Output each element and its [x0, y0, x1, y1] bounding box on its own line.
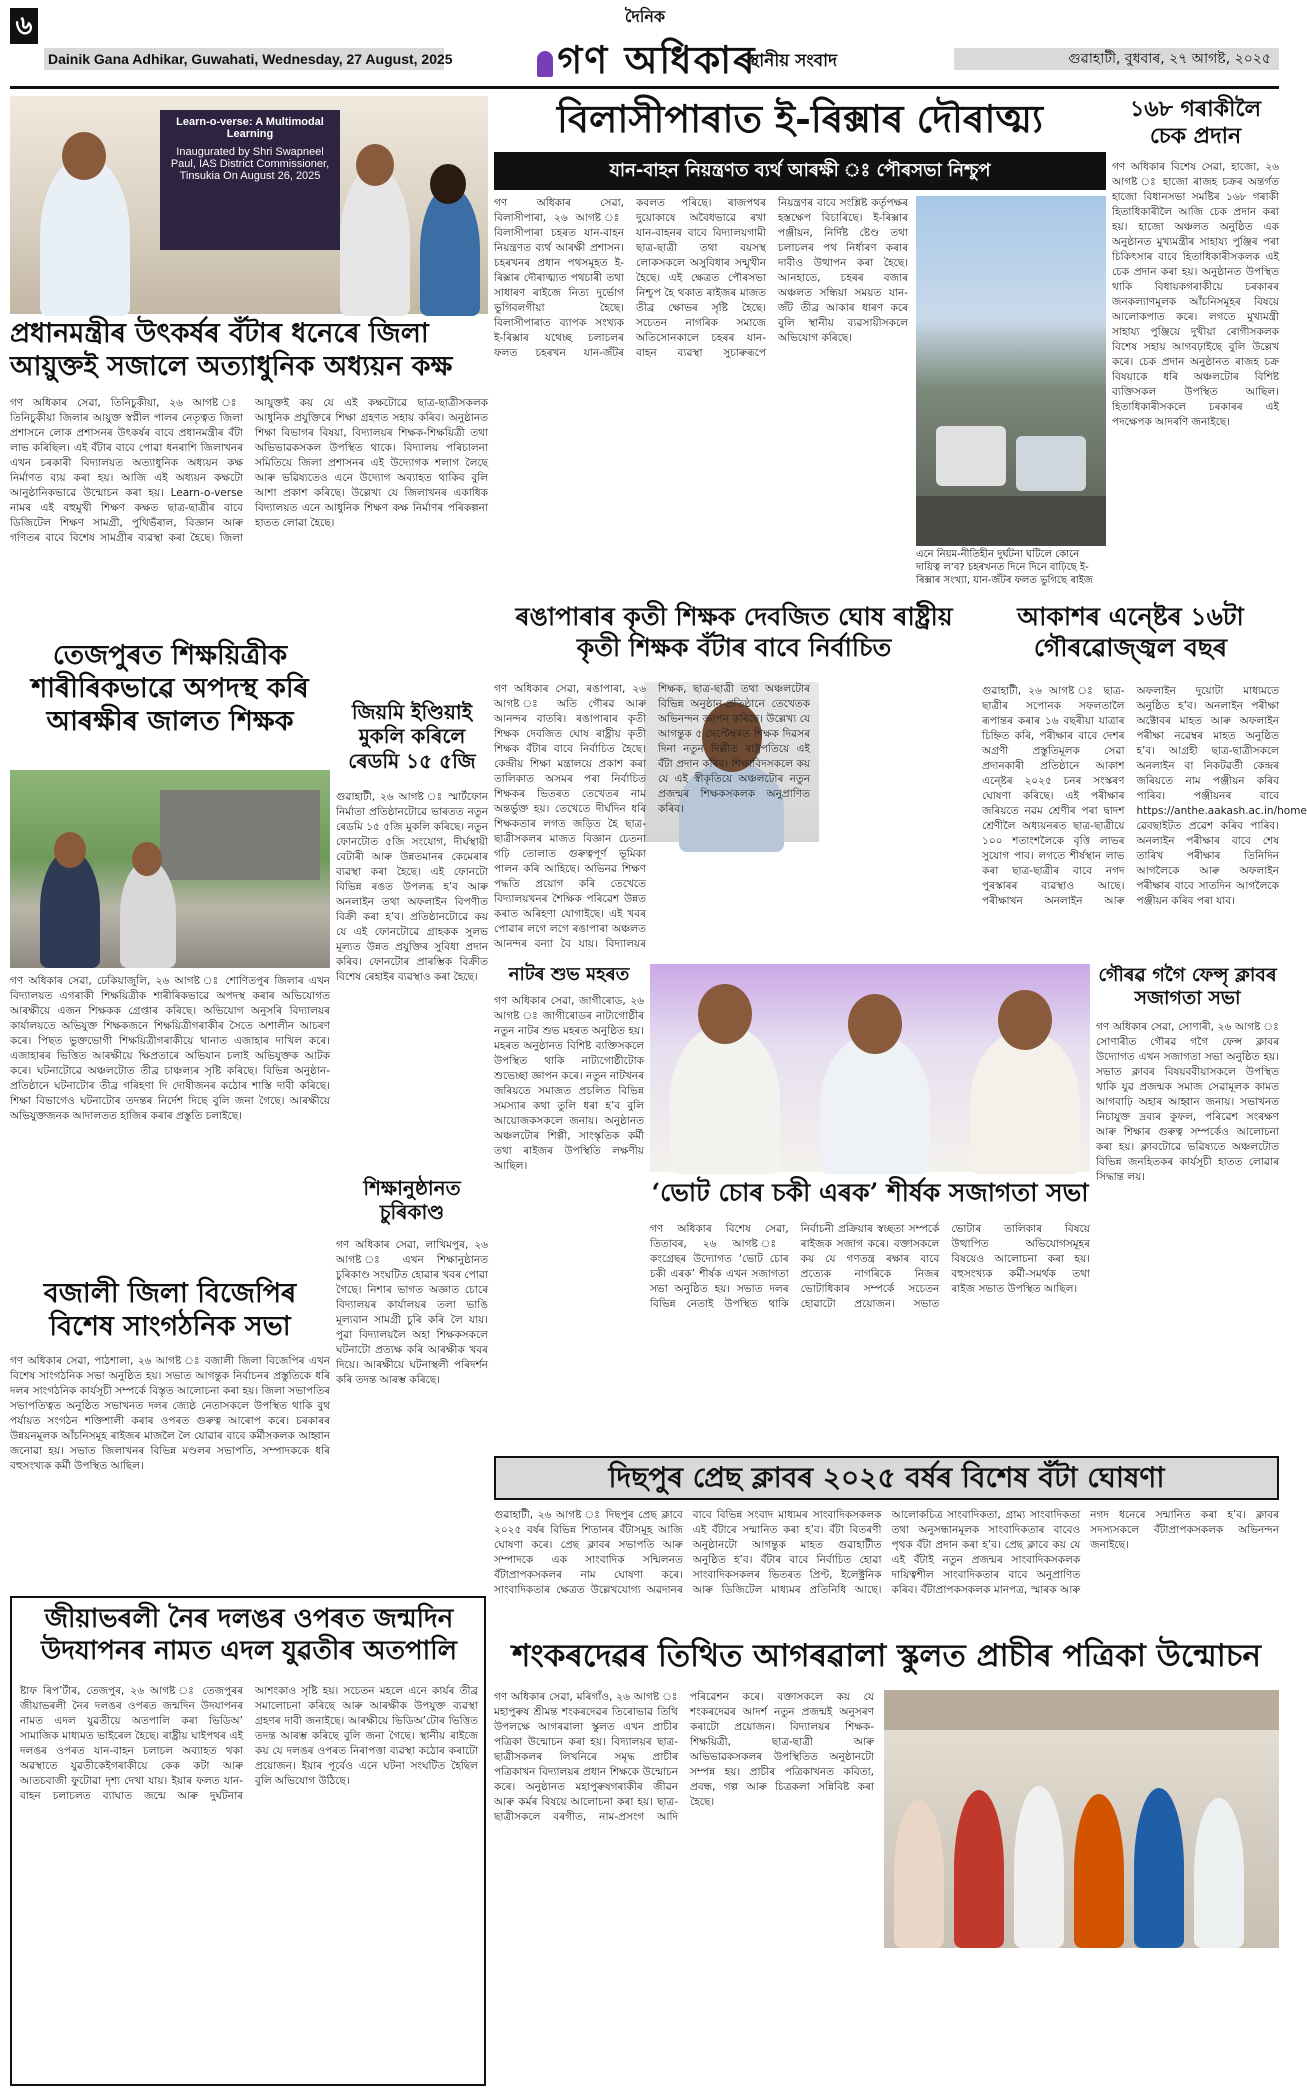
- article-jiyabharali: [10, 1596, 486, 2086]
- body-shankardev-continued: [884, 1956, 1279, 2084]
- article-akash: [982, 602, 1307, 958]
- person-head: [356, 144, 394, 186]
- person-figure: [894, 1800, 944, 1948]
- body-jiyo: গুৱাহাটী, ২৬ আগষ্ট ঃ স্মাৰ্টফোন নিৰ্মাতা প্ৰতিষ্ঠানটোৱে ভাৰতত নতুন ৰেডমি ১৫ ৫জি মুকলি কৰিছে। নতুন ফোনটোত ৫জি সংযোগ, দীৰ্ঘস্থায়ী বেটাৰী আৰু উন্নতমানৰ কেমেৰাৰ ব্যৱস্থা কৰা হৈছে। এই ফোনটো বিভিন্ন ৰঙত উপলব্ধ হ’ব আৰু অনলাইন তথা অফলাইন বিপণীত বিক্ৰী কৰা হ’ব। প্ৰতিষ্ঠানটোৱে কয় যে এই ফোনটোৱে গ্ৰাহকক সুলভ মূল্যত উন্নত প্ৰযুক্তিৰ সুবিধা প্ৰদান কৰিব। ফোনটোৰ প্ৰাৰম্ভিক বিক্ৰীত বিশেষ ৰেহাইৰ ব্যৱস্থাও কৰা হৈছে।: [336, 791, 488, 983]
- headline-jiyo: জিয়মি ইণ্ডিয়াই মুকলি কৰিলে ৰেডমি ১৫ ৫জি: [348, 700, 476, 773]
- subhead-bilasipara: যান-বাহন নিয়ন্ত্ৰণত ব্যৰ্থ আৰক্ষী ঃ পৌৰসভা নিশ্চুপ: [494, 152, 1106, 190]
- body-natak: গণ অধিকাৰ সেৱা, জাগীৰোড, ২৬ আগষ্ট ঃ জাগীৰোডৰ নাট্যগোষ্ঠীৰ নতুন নাটৰ শুভ মহৰত অনুষ্ঠিত হয়। মহৰত অনুষ্ঠানত বিশিষ্ট ব্যক্তিসকলে উপস্থিত থাকি নাট্যগোষ্ঠীটোক শুভেচ্ছা জ্ঞাপন কৰে। নতুন নাটখনৰ জৰিয়তে সমাজত প্ৰচলিত বিভিন্ন সমস্যাৰ কথা তুলি ধৰা হ’ব বুলি আয়োজকসকলে জনায়। অনুষ্ঠানত অঞ্চলটোৰ শিল্পী, সাংস্কৃতিক কৰ্মী তথা ৰাইজৰ উপস্থিতি লক্ষণীয় আছিল।: [494, 995, 644, 1172]
- masthead-daily-label: দৈনিক: [624, 7, 666, 26]
- headline-jiyabharali: জীয়াভৰলী নৈৰ দলঙৰ ওপৰত জন্মদিন উদযাপনৰ নামত এদল যুৱতীৰ অতপালি: [40, 1604, 458, 1666]
- body-vote-chor: গণ অধিকাৰ বিশেষ সেৱা, তিতাবৰ, ২৬ আগষ্ট ঃ কংগ্ৰেছৰ উদ্যোগত ‘ভোট চোৰ চকী এৰক’ শীৰ্ষক এখন সজাগতা সভা অনুষ্ঠিত হয়। সভাত দলৰ বিভিন্ন নেতাই উপস্থিত থাকি নিৰ্বাচনী প্ৰক্ৰিয়াৰ স্বচ্ছতা সম্পৰ্কে ৰাইজক সজাগ কৰে। বক্তাসকলে কয় যে গণতন্ত্ৰ ৰক্ষাৰ বাবে প্ৰত্যেক নাগৰিকে নিজৰ ভোটাধিকাৰ সম্পৰ্কে সচেতন হোৱাটো প্ৰয়োজন। সভাত ভোটাৰ তালিকাৰ বিষয়ে উত্থাপিত অভিযোগসমূহৰ বিষয়েও আলোচনা কৰা হয়। বহুসংখ্যক কৰ্মী-সমৰ্থক তথা ৰাইজ সভাত উপস্থিত আছিল।: [650, 1223, 1090, 1310]
- headline-bilasipara: বিলাসীপাৰাত ই-ৰিক্সাৰ দৌৰাত্ম্য: [557, 96, 1043, 141]
- masthead-title-text: গণ অধিকাৰ: [557, 37, 757, 82]
- article-bilasipara: [494, 96, 1106, 594]
- plaque-text: Inaugurated by Shri Swapneel Paul, IAS District Commissioner, Tinsukia On August 26, 2025: [170, 146, 330, 182]
- article-natak: [494, 964, 644, 1400]
- headline-shankardev: শংকৰদেৱৰ তিথিত আগৰৱালা স্কুলত প্ৰাচীৰ পত্ৰিকা উন্মোচন: [512, 1638, 1261, 1674]
- person-figure: [1134, 1788, 1184, 1948]
- inauguration-plaque: [160, 110, 340, 250]
- body-akash: গুৱাহাটী, ২৬ আগষ্ট ঃ ছাত্ৰ-ছাত্ৰীৰ সপোনক সফলতালৈ ৰূপান্তৰ কৰাৰ ১৬ বছৰীয়া যাত্ৰাৰ চিহ্নিত কৰি, পৰীক্ষাৰ বাবে দেশৰ অগ্ৰণী প্ৰস্তুতিমূলক সেৱা প্ৰদানকাৰী প্ৰতিষ্ঠানে আকাশ এন্ষ্টেৰ ২০২৫ চনৰ সংস্কৰণ ঘোষণা কৰিছে। এই পৰীক্ষাৰ জৰিয়তে নৱম শ্ৰেণীৰ পৰা দ্বাদশ শ্ৰেণীলৈ অধ্যয়নৰত ছাত্ৰ-ছাত্ৰীয়ে ১০০ শতাংশলৈকে বৃত্তি লাভৰ সুযোগ পাব। লগতে শীৰ্ষস্থান লাভ কৰা ছাত্ৰ-ছাত্ৰীৰ বাবে নগদ পুৰস্কাৰৰ ব্যৱস্থাও আছে। পৰীক্ষাখন অনলাইন আৰু অফলাইন দুয়োটা মাধ্যমতে অনুষ্ঠিত হ’ব। অনলাইন পৰীক্ষা অক্টোবৰ মাহত আৰু অফলাইন পৰীক্ষা নৱেম্বৰ মাহত অনুষ্ঠিত হ’ব। আগ্ৰহী ছাত্ৰ-ছাত্ৰীসকলে অনলাইন বা নিকটৱৰ্তী কেন্দ্ৰৰ জৰিয়তে নাম পঞ্জীয়ন কৰিব পাৰিব। পঞ্জীয়নৰ বাবে https://anthe.aakash.ac.in/home ৱেবছাইটত প্ৰৱেশ কৰিব পাৰিব। অনলাইন পৰীক্ষাৰ বাবে শেষ তাৰিখ পৰীক্ষাৰ তিনিদিন আগলৈকে আৰু অফলাইন পৰীক্ষাৰ বাবে সাতদিন আগলৈকে পঞ্জীয়ন কৰিব পৰা যাব।: [982, 685, 1307, 907]
- article-vote-chor: [650, 1178, 1090, 1450]
- article-shankardev: [494, 1638, 1279, 2086]
- article-bjp: [10, 1278, 330, 1588]
- person-head: [54, 832, 86, 868]
- article-goura: [1096, 964, 1279, 1450]
- person-figure: [970, 1030, 1080, 1174]
- person-figure: [1074, 1794, 1124, 1948]
- headline-band-dispur: [494, 1456, 1279, 1500]
- person-head: [848, 994, 902, 1054]
- person-figure: [340, 166, 410, 316]
- person-head: [62, 132, 106, 180]
- photo-tezpur-school: [10, 770, 330, 968]
- photo-inauguration: [10, 96, 488, 314]
- body-cheque: গণ অধিকাৰ বিশেষ সেৱা, হাজো, ২৬ আগষ্ট ঃ হাজো ৰাজহ চক্ৰৰ অন্তৰ্গত হাজো বিধানসভা সমষ্টিৰ ১৬৮ গৰাকী হিতাধিকাৰীলৈ আজি চেক প্ৰদান কৰা হয়। হাজো অঞ্চলত অনুষ্ঠিত এক অনুষ্ঠানত মুখ্যমন্ত্ৰীৰ সাহায্য পুঞ্জিৰ পৰা চিকিৎসাৰ বাবে হিতাধিকাৰীসকলক এই চেক প্ৰদান কৰা হয়। অনুষ্ঠানত উপস্থিত থাকি বিধায়কগৰাকীয়ে চৰকাৰৰ জনকল্যাণমূলক আঁচনিসমূহৰ বিষয়ে আলোকপাত কৰে। লগতে মুখ্যমন্ত্ৰী সাহায্য পুঞ্জিয়ে দুখীয়া ৰোগীসকলক বিশেষ সহায় আগবঢ়াইছে বুলি উল্লেখ কৰে। চেক প্ৰদান অনুষ্ঠানত ৰাজহ চক্ৰ বিষয়াকে ধৰি অঞ্চলটোৰ বিশিষ্ট ব্যক্তিসকল উপস্থিত আছিল। হিতাধিকাৰীসকলে চৰকাৰৰ এই পদক্ষেপক আদৰণি জনাইছে।: [1112, 161, 1279, 428]
- person-head: [132, 842, 162, 876]
- wall-shape: [884, 1690, 1279, 1730]
- headline-tezpur: তেজপুৰত শিক্ষয়িত্ৰীক শাৰীৰিকভাৱে অপদস্থ কৰি আৰক্ষীৰ জালত শিক্ষক: [31, 640, 309, 737]
- body-goura: গণ অধিকাৰ সেৱা, সোণাৰী, ২৬ আগষ্ট ঃ সোণাৰীত গৌৰৱ গগৈ ফেন্স ক্লাবৰ উদ্যোগত এখন সজাগতা সভা অনুষ্ঠিত হয়। সভাত ক্লাবৰ বিষয়ববীয়াসকলে উপস্থিত থাকি যুৱ প্ৰজন্মক সমাজ সেৱামূলক কামত আগবাঢ়ি অহাৰ আহ্বান জনায়। সভাখনত নিচাযুক্ত দ্ৰব্যৰ কুফল, পৰিৱেশ সংৰক্ষণ আৰু শিক্ষাৰ গুৰুত্ব সম্পৰ্কেও আলোচনা কৰা হয়। ক্লাবটোৱে ভৱিষ্যতে অঞ্চলটোত বিভিন্ন জনহিতকৰ কাৰ্যসূচী হাতত লোৱাৰ সিদ্ধান্ত লয়।: [1096, 1021, 1279, 1183]
- headline-bjp: বজালী জিলা বিজেপিৰ বিশেষ সাংগঠনিক সভা: [43, 1278, 297, 1342]
- body-tezpur: গণ অধিকাৰ সেৱা, ঢেকিয়াজুলি, ২৬ আগষ্ট ঃ শোণিতপুৰ জিলাৰ এখন বিদ্যালয়ত এগৰাকী শিক্ষয়িত্ৰীক শাৰীৰিকভাৱে অপদস্থ কৰাৰ অভিযোগত আৰক্ষীয়ে এজন শিক্ষকক গ্ৰেপ্তাৰ কৰিছে। অভিযোগ অনুসৰি বিদ্যালয়ৰ কাৰ্যালয়তে অভিযুক্ত শিক্ষকজনে শিক্ষয়িত্ৰীগৰাকীৰ সৈতে অশালীন আচৰণ কৰে। পিছত ভুক্তভোগী শিক্ষয়িত্ৰীগৰাকীয়ে থানাত এজাহাৰ দাখিল কৰে। এজাহাৰৰ ভিত্তিত আৰক্ষীয়ে ক্ষিপ্ৰতাৰে অভিযান চলাই অভিযুক্তক আটক কৰে। ঘটনাটোৱে অঞ্চলটোত তীব্ৰ চাঞ্চল্যৰ সৃষ্টি কৰিছে। বিভিন্ন অনুষ্ঠান-প্ৰতিষ্ঠানে ঘটনাটোৰ তীব্ৰ গৰিহণা দি দোষীজনৰ কঠোৰ শাস্তি দাবী কৰিছে। শিক্ষা বিভাগেও ঘটনাটোৰ তদন্তৰ নিৰ্দেশ দিছে বুলি জনা গৈছে। আৰক্ষীয়ে অভিযুক্তজনক আদালতত হাজিৰ কৰাৰ প্ৰস্তুতি চলাইছে।: [10, 975, 330, 1122]
- photo-stage-event: [650, 964, 1090, 1172]
- headline-cheque: ১৬৮ গৰাকীলৈ চেক প্ৰদান: [1129, 96, 1262, 149]
- person-figure: [670, 1024, 780, 1174]
- person-head: [430, 164, 466, 204]
- page-number: ৬: [10, 8, 38, 44]
- person-figure: [1014, 1786, 1064, 1948]
- person-figure: [954, 1790, 1004, 1948]
- body-shankardev: গণ অধিকাৰ সেৱা, মৰিগাঁও, ২৬ আগষ্ট ঃ মহাপুৰুষ শ্ৰীমন্ত শংকৰদেৱৰ তিৰোভাৱ তিথি উপলক্ষে আগৰৱালা স্কুলত এখন প্ৰাচীৰ পত্ৰিকা উন্মোচন কৰা হয়। বিদ্যালয়ৰ ছাত্ৰ-ছাত্ৰীসকলৰ লিখনিৰে সমৃদ্ধ প্ৰাচীৰ পত্ৰিকাখন বিদ্যালয়ৰ প্ৰধান শিক্ষকে উন্মোচন কৰে। অনুষ্ঠানত মহাপুৰুষগৰাকীৰ জীৱন আৰু কৰ্মৰ বিষয়ে আলোচনা কৰা হয়। ছাত্ৰ-ছাত্ৰীসকলে বৰগীত, নাম-প্ৰসংগ আদি পৰিৱেশন কৰে। বক্তাসকলে কয় যে শংকৰদেৱৰ আদৰ্শ নতুন প্ৰজন্মই অনুসৰণ কৰাটো প্ৰয়োজন। বিদ্যালয়ৰ শিক্ষক-শিক্ষয়িত্ৰী, ছাত্ৰ-ছাত্ৰী আৰু অভিভাৱকসকলৰ উপস্থিতিত অনুষ্ঠানটো সম্পন্ন হয়। প্ৰাচীৰ পত্ৰিকাখনত কবিতা, প্ৰবন্ধ, গল্প আৰু চিত্ৰকলা সন্নিবিষ্ট কৰা হৈছে।: [494, 1691, 874, 1823]
- body-jiyabharali: ষ্টাফ ৰিপ’ৰ্টাৰ, তেজপুৰ, ২৬ আগষ্ট ঃ তেজপুৰৰ জীয়াভৰলী নৈৰ দলঙৰ ওপৰত জন্মদিন উদযাপনৰ নামত এদল যুৱতীয়ে অতপালি কৰা ভিডিঅ’ সামাজিক মাধ্যমত ভাইৰেল হৈছে। ৰাষ্ট্ৰীয় ঘাইপথৰ এই দলঙৰ ওপৰত যান-বাহন চলাচল অব্যাহত থকা অৱস্থাতে যুৱতীকেইগৰাকীয়ে কেক কটা আৰু আতচবাজী ফুটোৱা দৃশ্য দেখা যায়। ইয়াৰ ফলত যান-বাহন চলাচলত ব্যাঘাত জন্মে আৰু দুৰ্ঘটনাৰ আশংকাও সৃষ্টি হয়। সচেতন মহলে এনে কাৰ্যৰ তীব্ৰ সমালোচনা কৰিছে আৰু আৰক্ষীক উপযুক্ত ব্যৱস্থা গ্ৰহণৰ দাবী জনাইছে। আৰক্ষীয়ে ভিডিঅ’টোৰ ভিত্তিত তদন্ত আৰম্ভ কৰিছে বুলি জনা গৈছে। স্থানীয় ৰাইজে কয় যে দলঙৰ ওপৰত নিৰাপত্তা ব্যৱস্থা কঠোৰ কৰাটো প্ৰয়োজন। ইয়াৰ পূৰ্বেও এনে ঘটনা সংঘটিত হৈছিল বুলি অভিযোগ উঠিছে।: [20, 1685, 478, 1802]
- article-jiyo: [336, 700, 488, 1170]
- article-cheque: [1112, 96, 1279, 594]
- section-name: স্থানীয় সংবাদ: [748, 51, 837, 71]
- article-rangapara: [494, 602, 974, 958]
- caption-bilasipara: এনে নিয়ম-নীতিহীন দুৰ্ঘটনা ঘটিলে কোনে দায়িত্ব ল’ব? চহৰখনত দিনে দিনে বাঢ়িছে ই-ৰিক্সাৰ সংখ্যা, যান-জঁটৰ ফলত ভুগিছে ৰাইজ: [916, 548, 1106, 592]
- masthead-rule: [10, 86, 1279, 89]
- headline-natak: নাটৰ শুভ মহৰত: [508, 964, 630, 985]
- person-figure: [420, 186, 480, 316]
- masthead-date-strip: গুৱাহাটী, বুধবাৰ, ২৭ আগষ্ট, ২০২৫: [954, 48, 1279, 70]
- headline-akash: আকাশৰ এন্ষ্টেৰ ১৬টা গৌৰৱোজ্জ্বল বছৰ: [1017, 602, 1244, 662]
- road-shape: [916, 496, 1106, 546]
- building-shape: [160, 790, 320, 880]
- article-school-theft: [336, 1176, 488, 1450]
- person-figure: [120, 860, 176, 968]
- body-bjp: গণ অধিকাৰ সেৱা, পাঠশালা, ২৬ আগষ্ট ঃ বজালী জিলা বিজেপিৰ এখন বিশেষ সাংগঠনিক সভা অনুষ্ঠিত হয়। সভাত আগন্তুক নিৰ্বাচনৰ প্ৰস্তুতিকে ধৰি দলৰ সাংগঠনিক কাৰ্যসূচী সম্পৰ্কে বিস্তৃত আলোচনা কৰা হয়। জিলা সভাপতিৰ সভাপতিত্বত অনুষ্ঠিত সভাখনত দলৰ জ্যেষ্ঠ নেতাসকলে উপস্থিত থাকি বুথ পৰ্যায়ত সংগঠন শক্তিশালী কৰাৰ ওপৰত গুৰুত্ব আৰোপ কৰে। চৰকাৰৰ উন্নয়নমূলক আঁচনিসমূহ ৰাইজৰ মাজলৈ লৈ যোৱাৰ বাবে কৰ্মীসকলক আহ্বান জনোৱা হয়। সভাত জিলাখনৰ বিভিন্ন মণ্ডলৰ সভাপতি, সম্পাদককে ধৰি বহুসংখ্যক কৰ্মী উপস্থিত আছিল।: [10, 1355, 330, 1472]
- plaque-heading: Learn-o-verse: A Multimodal Learning: [176, 116, 324, 140]
- headline-pm-award: প্ৰধানমন্ত্ৰীৰ উৎকৰ্ষৰ বঁটাৰ ধনেৰে জিলা আয়ুক্তই সজালে অত্যাধুনিক অধ্যয়ন কক্ষ: [10, 318, 453, 382]
- person-figure: [820, 1034, 930, 1174]
- headline-school-theft: শিক্ষানুষ্ঠানত চুৰিকাণ্ড: [363, 1176, 461, 1225]
- e-rickshaw-shape: [1016, 436, 1086, 491]
- headline-rangapara: ৰঙাপাৰাৰ কৃতী শিক্ষক দেবজিত ঘোষ ৰাষ্ট্ৰীয় কৃতী শিক্ষক বঁটাৰ বাবে নিৰ্বাচিত: [515, 602, 953, 662]
- photo-e-rickshaw-street: [916, 196, 1106, 546]
- person-head: [698, 984, 752, 1044]
- headline-vote-chor: ‘ভোট চোৰ চকী এৰক’ শীৰ্ষক সজাগতা সভা: [651, 1178, 1089, 1207]
- logo-icon: [537, 51, 553, 77]
- article-dispur: [494, 1456, 1279, 1632]
- headline-dispur: দিছপুৰ প্ৰেছ ক্লাবৰ ২০২৫ বৰ্ষৰ বিশেষ বঁটা ঘোষণা: [608, 1461, 1165, 1494]
- masthead-english-strip: Dainik Gana Adhikar, Guwahati, Wednesday, 27 August, 2025: [44, 48, 444, 70]
- headline-goura: গৌৰৱ গগৈ ফেন্সৃ ক্লাবৰ সজাগতা সভা: [1098, 964, 1277, 1010]
- person-figure: [1194, 1798, 1244, 1948]
- e-rickshaw-shape: [936, 426, 1006, 486]
- person-head: [998, 990, 1052, 1050]
- photo-wall-magazine: [884, 1690, 1279, 1948]
- body-bilasipara: গণ অধিকাৰ সেৱা, বিলাসীপাৰা, ২৬ আগষ্ট ঃ বিলাসীপাৰা চহৰত যান-বাহন নিয়ন্ত্ৰণত ব্যৰ্থ আৰক্ষী প্ৰশাসন। চহৰখনৰ প্ৰধান পথসমূহত ই-ৰিক্সাৰ দৌৰাত্ম্যত পথচাৰী তথা সাধাৰণ ৰাইজে নিত্য দুৰ্ভোগ ভুগিবলগীয়া হৈছে। বিলাসীপাৰাত ব্যাপক সংখ্যক ই-ৰিক্সাৰ যথেচ্ছ চলাচলৰ ফলত চহৰখন যান-জঁটৰ কবলত পৰিছে। ৰাজপথৰ দুয়োকাষে অবৈধভাৱে ৰখা যান-বাহনৰ বাবে বিদ্যালয়গামী ছাত্ৰ-ছাত্ৰী তথা বয়সস্থ লোকসকলে অসুবিধাৰ সন্মুখীন হৈছে। এই ক্ষেত্ৰত পৌৰসভা নিশ্চুপ হৈ থকাত ৰাইজৰ মাজত তীব্ৰ ক্ষোভৰ সৃষ্টি হৈছে। সচেতন নাগৰিক সমাজে অতিসোনকালে চহৰৰ যান-বাহন ব্যৱস্থা সুচাৰুৰূপে নিয়ন্ত্ৰণৰ বাবে সংশ্লিষ্ট কৰ্তৃপক্ষৰ হস্তক্ষেপ বিচাৰিছে। ই-ৰিক্সাৰ পঞ্জীয়ন, নিৰ্দিষ্ট ষ্টেণ্ড তথা চলাচলৰ পথ নিৰ্ধাৰণ কৰাৰ দাবীও উত্থাপন কৰা হৈছে। আনহাতে, চহৰৰ বজাৰ অঞ্চলত সন্ধিয়া সময়ত যান-জঁট তীব্ৰ আকাৰ ধাৰণ কৰে বুলি স্থানীয় ব্যৱসায়ীসকলে অভিযোগ কৰিছে।: [494, 197, 908, 359]
- body-dispur: গুৱাহাটী, ২৬ আগষ্ট ঃ দিছপুৰ প্ৰেছ ক্লাবে ২০২৫ বৰ্ষৰ বিভিন্ন শিতানৰ বঁটাসমূহ আজি ঘোষণা কৰে। প্ৰেছ ক্লাবৰ সভাপতি আৰু সম্পাদকে এক সাংবাদিক সন্মিলনত বঁটাপ্ৰাপকসকলৰ নাম ঘোষণা কৰে। সাংবাদিকতাৰ ক্ষেত্ৰত উল্লেখযোগ্য অৱদানৰ বাবে বিভিন্ন সংবাদ মাধ্যমৰ সাংবাদিকসকলক এই বঁটাৰে সন্মানিত কৰা হ’ব। বঁটা বিতৰণী অনুষ্ঠানটো আগন্তুক মাহত গুৱাহাটীত অনুষ্ঠিত হ’ব। বঁটাৰ বাবে নিৰ্বাচিত হোৱা সাংবাদিকসকলৰ ভিতৰত প্ৰিণ্ট, ইলেক্ট্ৰনিক আৰু ডিজিটেল মাধ্যমৰ প্ৰতিনিধি আছে। আলোকচিত্ৰ সাংবাদিকতা, গ্ৰাম্য সাংবাদিকতা তথা অনুসন্ধানমূলক সাংবাদিকতাৰ বাবেও পৃথক বঁটা প্ৰদান কৰা হ’ব। প্ৰেছ ক্লাবে কয় যে এই বঁটাই নতুন প্ৰজন্মৰ সাংবাদিকসকলক দায়িত্বশীল সাংবাদিকতাৰ বাবে অনুপ্ৰাণিত কৰিব। বঁটাপ্ৰাপকসকলক মানপত্ৰ, স্মাৰক আৰু নগদ ধনেৰে সন্মানিত কৰা হ’ব। ক্লাবৰ সদস্যসকলে বঁটাপ্ৰাপকসকলক অভিনন্দন জনাইছে।: [494, 1509, 1279, 1596]
- person-figure: [40, 156, 130, 316]
- article-tezpur: [10, 640, 330, 1272]
- body-pm-award: গণ অধিকাৰ সেৱা, তিনিচুকীয়া, ২৬ আগষ্ট ঃ তিনিচুকীয়া জিলাৰ আয়ুক্ত স্বপ্নীল পালৰ নেতৃত্বত জিলা প্ৰশাসনে লোক প্ৰশাসনৰ উৎকৰ্ষৰ বাবে প্ৰধানমন্ত্ৰীৰ বঁটা লাভ কৰিছিল। এই বঁটাৰ বাবে পোৱা ধনৰাশি জিলাখনৰ এখন চৰকাৰী বিদ্যালয়ত অত্যাধুনিক অধ্যয়ন কক্ষ নিৰ্মাণত ব্যয় কৰা হয়। আজি এই অধ্যয়ন কক্ষটো আনুষ্ঠানিকভাৱে উন্মোচন কৰা হয়। Learn-o-verse নামৰ এই বহুমুখী শিক্ষণ কক্ষত ছাত্ৰ-ছাত্ৰীৰ বাবে ডিজিটেল শিক্ষণ সামগ্ৰী, পুথিভঁৰাল, বিজ্ঞান আৰু গণিতৰ বাবে বিশেষ সামগ্ৰীৰ ব্যৱস্থা কৰা হৈছে। জিলা আয়ুক্তই কয় যে এই কক্ষটোৱে ছাত্ৰ-ছাত্ৰীসকলক আধুনিক প্ৰযুক্তিৰে শিক্ষা গ্ৰহণত সহায় কৰিব। অনুষ্ঠানত শিক্ষা বিভাগৰ বিষয়া, বিদ্যালয়ৰ শিক্ষক-শিক্ষয়িত্ৰী তথা অভিভাৱকসকল উপস্থিত থাকে। বিদ্যালয় পৰিচালনা সমিতিয়ে জিলা প্ৰশাসনৰ এই উদ্যোগক শলাগ লৈছে আৰু ভৱিষ্যতেও এনে উদ্যোগ অব্যাহত থাকিব বুলি আশা প্ৰকাশ কৰিছে। উল্লেখ্য যে জিলাখনৰ একাধিক বিদ্যালয়ত এনে আধুনিক শিক্ষণ কক্ষ নিৰ্মাণৰ পৰিকল্পনা হাতত লোৱা হৈছে।: [10, 397, 488, 544]
- masthead: [0, 0, 1289, 88]
- body-rangapara: গণ অধিকাৰ সেৱা, ৰঙাপাৰা, ২৬ আগষ্ট ঃ অতি গৌৰৱ আৰু আনন্দৰ বাতৰি। ৰঙাপাৰাৰ কৃতী শিক্ষক দেবজিত ঘোষ ৰাষ্ট্ৰীয় কৃতী শিক্ষক বঁটাৰ বাবে নিৰ্বাচিত হৈছে। কেন্দ্ৰীয় শিক্ষা মন্ত্ৰালয়ে প্ৰকাশ কৰা তালিকাত অসমৰ পৰা নিৰ্বাচিত শিক্ষকৰ ভিতৰত তেখেতৰ নাম অন্তৰ্ভুক্ত হয়। তেখেতে দীৰ্ঘদিন ধৰি শিক্ষকতাৰ লগত জড়িত হৈ ছাত্ৰ-ছাত্ৰীসকলৰ মাজত বিজ্ঞান চেতনা গঢ়ি তোলাত গুৰুত্বপূৰ্ণ ভূমিকা পালন কৰি আহিছে। অভিনৱ শিক্ষণ পদ্ধতি প্ৰয়োগ কৰি তেখেতে বিদ্যালয়খনৰ শৈক্ষিক পৰিৱেশ উন্নত কৰাত অৰিহণা যোগাইছে। এই খবৰ পোৱাৰ লগে লগে ৰঙাপাৰা অঞ্চলত আনন্দৰ বন্যা বৈ যায়। বিদ্যালয়ৰ শিক্ষক, ছাত্ৰ-ছাত্ৰী তথা অঞ্চলটোৰ বিভিন্ন অনুষ্ঠান-প্ৰতিষ্ঠানে তেখেতক অভিনন্দন জ্ঞাপন কৰিছে। উল্লেখ্য যে আগন্তুক ৫ ছেপ্টেম্বৰত শিক্ষক দিৱসৰ দিনা নতুন দিল্লীত ৰাষ্ট্ৰপতিয়ে এই বঁটা প্ৰদান কৰিব। শিক্ষাবিদসকলে কয় যে এই স্বীকৃতিয়ে অঞ্চলটোৰ নতুন প্ৰজন্মৰ শিক্ষকসকলক অনুপ্ৰাণিত কৰিব।: [494, 683, 810, 950]
- article-pm-award: [10, 96, 488, 634]
- body-school-theft: গণ অধিকাৰ সেৱা, লাখিমপুৰ, ২৬ আগষ্ট ঃ এখন শিক্ষানুষ্ঠানত চুৰিকাণ্ড সংঘটিত হোৱাৰ খবৰ পোৱা গৈছে। নিশাৰ ভাগত অজ্ঞাত চোৰে বিদ্যালয়ৰ কাৰ্যালয়ৰ তলা ভাঙি মূল্যবান সামগ্ৰী চুৰি কৰি লৈ যায়। পুৱা বিদ্যালয়লৈ অহা শিক্ষকসকলে ঘটনাটো প্ৰত্যক্ষ কৰি আৰক্ষীক খবৰ দিয়ে। আৰক্ষীয়ে ঘটনাস্থলী পৰিদৰ্শন কৰি তদন্ত আৰম্ভ কৰিছে।: [336, 1239, 488, 1386]
